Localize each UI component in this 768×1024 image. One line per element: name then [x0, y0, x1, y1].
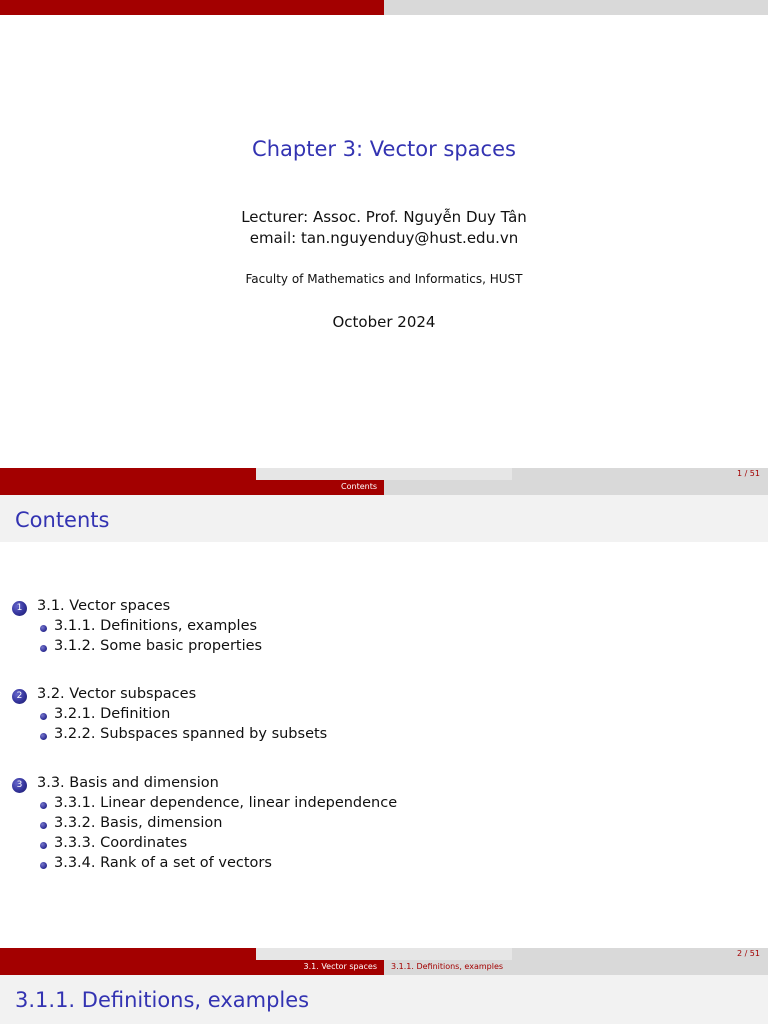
bullet-icon [40, 842, 47, 849]
bullet-icon [40, 802, 47, 809]
toc-subsection-label[interactable]: 3.3.1. Linear dependence, linear independence [54, 795, 398, 811]
top-progress-bar-filled [0, 0, 384, 15]
toc-section-label[interactable]: 3.2. Vector subspaces [37, 686, 197, 702]
nav-subsection-link[interactable]: 3.1.1. Definitions, examples [391, 962, 504, 971]
presentation-title: Chapter 3: Vector spaces [252, 137, 516, 161]
top-progress-bar-empty [384, 0, 768, 15]
footer-right-band [512, 468, 768, 480]
frame-title: Contents [15, 508, 110, 532]
bullet-icon [40, 862, 47, 869]
nav-section-link[interactable]: Contents [341, 482, 377, 491]
toc-section-label[interactable]: 3.3. Basis and dimension [37, 775, 219, 791]
bullet-icon [40, 625, 47, 632]
toc-subsection-label[interactable]: 3.3.2. Basis, dimension [54, 815, 223, 831]
institute-line: Faculty of Mathematics and Informatics, HUST [245, 272, 523, 286]
footer-right-band [512, 948, 768, 960]
page-number: 2 / 51 [736, 949, 760, 958]
toc-subsection-label[interactable]: 3.3.3. Coordinates [54, 835, 188, 851]
email-line: email: tan.nguyenduy@hust.edu.vn [249, 229, 519, 247]
footer-middle-band [256, 468, 512, 480]
section-number-icon: 1 [12, 601, 27, 616]
nav-section-link[interactable]: 3.1. Vector spaces [303, 962, 377, 971]
toc-section-label[interactable]: 3.1. Vector spaces [37, 598, 171, 614]
toc-subsection-label[interactable]: 3.2.1. Definition [54, 706, 171, 722]
footer-middle-band [256, 948, 512, 960]
bullet-icon [40, 713, 47, 720]
section-number-icon: 3 [12, 778, 27, 793]
frame-title: 3.1.1. Definitions, examples [15, 988, 310, 1012]
bullet-icon [40, 733, 47, 740]
frame-title-band [0, 495, 768, 542]
toc-subsection-label[interactable]: 3.1.1. Definitions, examples [54, 618, 258, 634]
bullet-icon [40, 822, 47, 829]
footer-left-band [0, 468, 256, 480]
footer-left-band [0, 948, 256, 960]
toc-subsection-label[interactable]: 3.1.2. Some basic properties [54, 638, 263, 654]
section-number-icon: 2 [12, 689, 27, 704]
date-line: October 2024 [332, 313, 436, 331]
bullet-icon [40, 645, 47, 652]
nav-bar-inactive [384, 480, 768, 495]
toc-subsection-label[interactable]: 3.3.4. Rank of a set of vectors [54, 855, 272, 871]
lecturer-line: Lecturer: Assoc. Prof. Nguyễn Duy Tân [241, 208, 527, 226]
page-number: 1 / 51 [736, 469, 760, 478]
toc-subsection-label[interactable]: 3.2.2. Subspaces spanned by subsets [54, 726, 328, 742]
